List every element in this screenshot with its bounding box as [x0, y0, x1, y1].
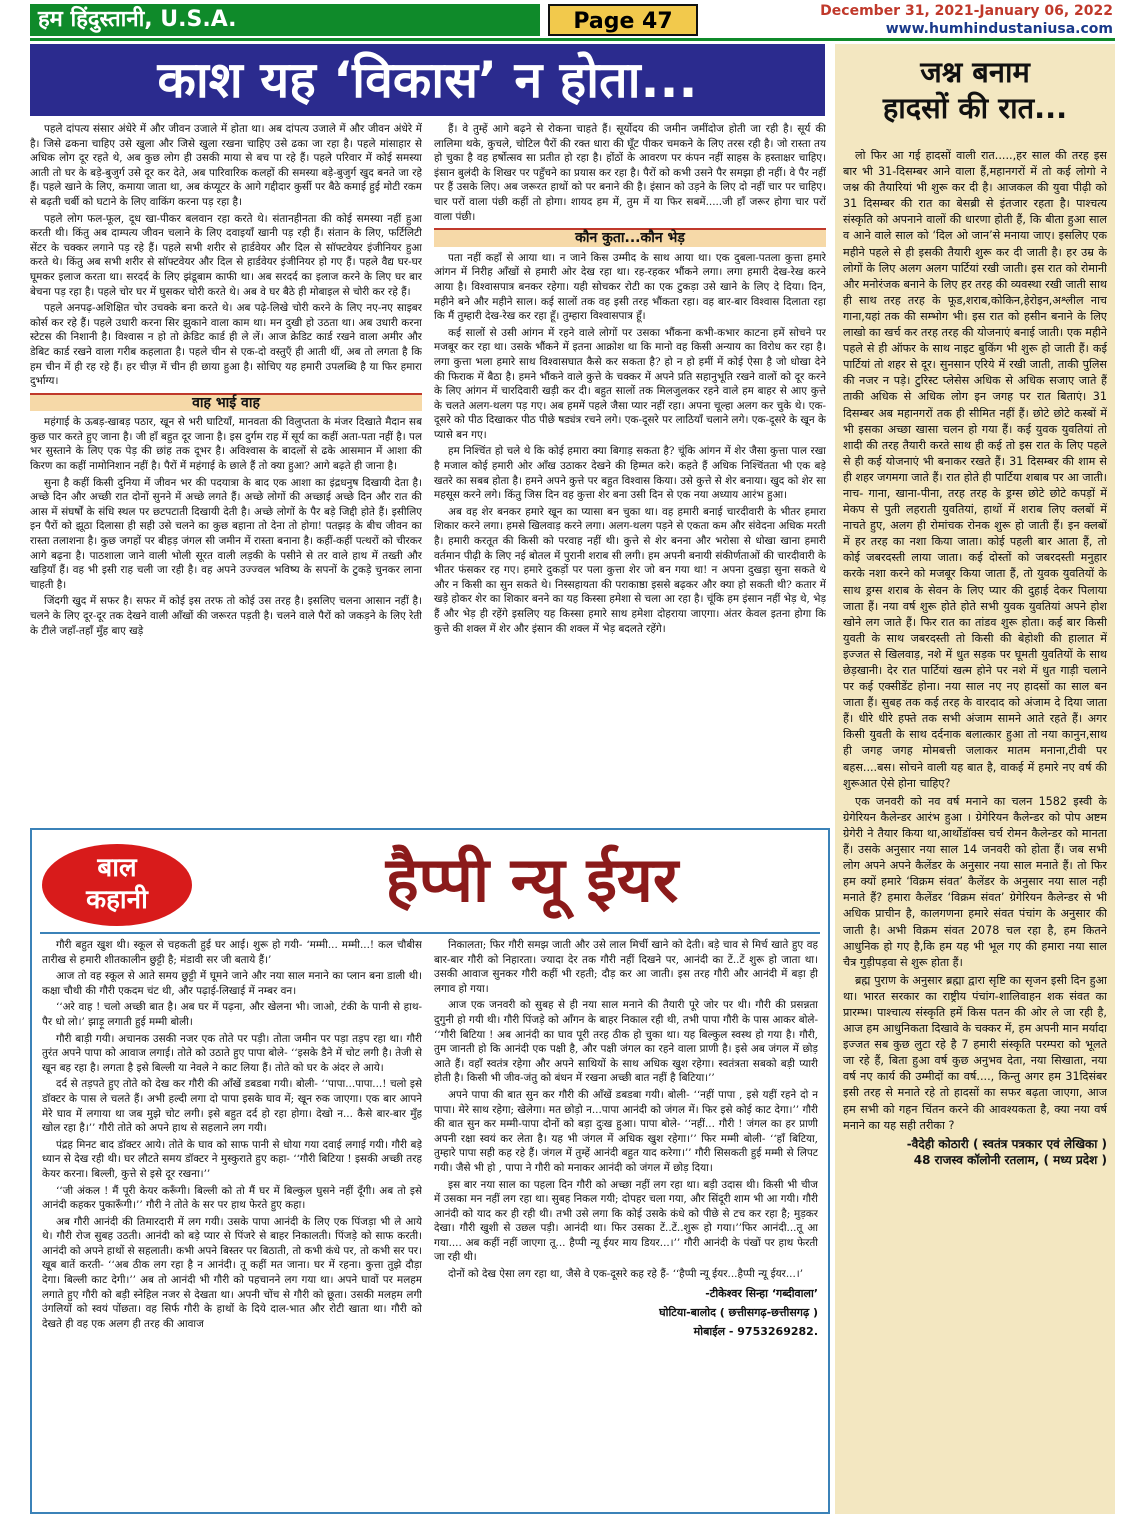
side-title-line1: जश्न बनाम [920, 55, 1030, 89]
main-col2-paragraphs [434, 122, 826, 224]
page-number: Page 47 [548, 4, 698, 36]
story-col2 [434, 938, 818, 1510]
paragraph: कई सालों से उसी आंगन में रहने वाले लोगों पर उसका भौंकना कभी-कभार काटना हमें सोचने पर मजबूर कर रहा था। उसके भौंकने में इतना आक्रोश था कि मानो वह किसी अन्याय का विरोध कर रहा है। लगा कुत्ता भला हमारे साथ विश्वासघात कैसे कर सकता है? हो न हो हमीं में कोई ऐसा है जो धोखा देने की फिराक में बैठा है। हमने भौंकने वाले कुत्ते के चक्कर में अपने प्रति सहानुभूति रखने वालों को दूर करने के लिए आंगन में चारदिवारी खड़ी कर दी। बहुत सालों तक मिलजुलकर रहने वाले हम बाहर से आए कुत्ते के चलते अलग-थलग पड़ गए। अब हममें पहले जैसा प्यार नहीं रहा। अपना चूल्हा अलग कर चुके थे। एक-दूसरे को पीठ दिखाकर पीठ पीछे षड्यंत्र रचने लगे। एक-दूसरे पर लाठियाँ चलाने लगे। एक-दूसरे के खून के प्यासे बन गए। [434, 326, 826, 441]
paragraph: एक जनवरी को नव वर्ष मनाने का चलन 1582 इस्वी के ग्रेगेरियन कैलेन्डर आरंभ हुआ । ग्रेगेरियन कैलेन्डर को पोप अष्टम ग्रेगेरी ने तैयार किया था,आर्थोडॉक्स चर्च रोमन कैलेन्डर को मानता हैं। उसके अनुसार नया साल 14 जनवरी को होता हैं। जब सभी लोग अपने अपने कैलेंडर के अनुसार नया साल मनाते हैं। तो फिर हम क्यों हमारे ‘विक्रम संवत’ कैलेंडर के अनुसार नया साल नही मनाते हैं? हमारा कैलेंडर ‘विक्रम संवत’ ग्रेगेरियन कैलेन्डर से भी अधिक प्राचीन है, कालगणना हमारे संवत पंचांग के अनुसार की जाती है। अभी विक्रम संवत 2078 चल रहा है, हम कितने आधुनिक हो गए है,कि हम यह भी भूल गए की हमारा नया साल चैत्र गुड़ीपड़वा से शुरू होता हैं। [843, 794, 1107, 969]
paragraph: निकालता; फिर गौरी समझ जाती और उसे लाल मिर्ची खाने को देती। बड़े चाव से मिर्च खाते हुए वह बार-बार गौरी को निहारता। ज्यादा देर तक गौरी नहीं दिखने पर, आनंदी का टें..टें शुरू हो जाता था। उसकी आवाज सुनकर गौरी कहीं भी रहती; दौड़ कर आ जाती। इस तरह गौरी और आनंदी में बड़ा ही लगाव हो गया। [434, 939, 818, 995]
story-box [30, 828, 830, 1514]
main-col2b-paragraphs [434, 251, 826, 636]
paragraph: हम निश्चिंत हो चले थे कि कोई हमारा क्या बिगाड़ सकता है? चूंकि आंगन में शेर जैसा कुत्ता पाल रखा है मजाल कोई हमारी ओर आँख उठाकर देखने की हिम्मत करे। कहते हैं अधिक निश्चिंतता भी एक बड़े खतरे का सबब होता है। हमने अपने कुत्ते पर बहुत विश्वास किया। उसे कुत्ते से शेर बनाया। खुद को शेर सा महसूस करने लगे। किंतु जिस दिन वह कुत्ता शेर बना उसी दिन से एक नया अध्याय आरंभ हुआ। [434, 445, 826, 502]
paragraph: हैं। वे तुम्हें आगे बढ़ने से रोकना चाहते हैं। सूर्योदय की जमीन जमींदोज होती जा रही है। सूर्य की लालिमा थके, कुचले, चोटिल पैरों की रक्त धारा की घूँट पीकर चमकने के लिए तरस रही है। जो रास्ता तय हो चुका है वह हर्षोत्सव सा प्रतीत हो रहा है। होंठों के आवरण पर कंपन नहीं साहस के हस्ताक्षर चाहिए। इंसान बुलंदी के शिखर पर पहुँचने का प्रयास कर रहा है। पैरों को कभी उसने पैर समझा ही नहीं। वे पैर नहीं पर हैं उसके लिए। अब जरूरत हाथों को पर बनाने की है। इंसान को उड़ने के लिए दो नहीं चार पर चाहिए। चार परों वाला पंछी कहीं तो होगा। शायद हम में, तुम में या फिर सबमें.....जी हाँ जरूर होगा चार परों वाला पंछी। [434, 123, 826, 223]
paragraph: महंगाई के ऊबड़-खाबड़ पठार, खून से भरी घाटियाँ, मानवता की विलुप्तता के मंजर दिखाते मैदान सब कुछ पार करते हुए जाना है। जी हाँ बहुत दूर जाना है। इस दुर्गम राह में सूर्य का कहीं अता-पता नहीं है। पल भर सुस्ताने के लिए एक पेड़ की छांह तक दूभर है। अविश्वास के बादलों से ढके आसमान में आशा की किरण का कहीं नामोनिशान नहीं है। पैरों में महंगाई के छाले हैं तो क्या हुआ? आगे बढ़ते ही जाना है। [30, 416, 422, 473]
paragraph: दर्द से तड़पते हुए तोते को देख कर गौरी की आँखें डबडबा गयी। बोली- ‘‘पापा...पापा...! चलो इसे डॉक्टर के पास ले चलते हैं। अभी हल्दी लगा दो पापा इसके घाव में; खून रुक जाएगा। एक बार आपने मेरे घाव में लगाया था जब मुझे चोट लगी। इसे बहुत दर्द हो रहा होगा। देखो न... कैसे बार-बार मुँह खोल रहा है।’’ गौरी तोते को अपने हाथ से सहलाने लग गयी। [42, 1078, 422, 1135]
main-col1-paragraphs [30, 122, 422, 389]
paragraph: सुना है कहीं किसी दुनिया में जीवन भर की पदयात्रा के बाद एक आशा का इंद्रधनुष दिखायी देता है। अच्छे दिन और अच्छी रात दोनों सुनने में अच्छे लगते हैं। अच्छे लोगों की अच्छाई अच्छे दिन और रात की आस में संघर्षों के संधि स्थल पर छटपटाती दिखायी देती है। अच्छे लोगों के पैर बड़े जिद्दी होते हैं। इसीलिए इन पैरों को झूठा दिलासा ही सही उसे चलने का कुछ बहाना तो देना तो होगा! पतझड़ के बीच जीवन का रास्ता तलाशना है। कुछ जगहों पर बीहड़ जंगल सी जमीन में रास्ता बनाना है। कहीं-कहीं पत्थरों को चीरकर आगे बढ़ना है। पाठशाला जाने वाली भोली सूरत वाली लड़की के पसीने से तर वाले हाथ में तख्ती और खड़ियाँ हैं। वह भी इसी राह चली जा रही है। वह अपने उज्ज्वल भविष्य के सपनों के टुकड़े चुनकर लाना चाहती है। [30, 476, 422, 591]
paragraph: आज तो वह स्कूल से आते समय छुट्टी में घूमने जाने और नया साल मनाने का प्लान बना डाली थी। कक्षा चौथी की गौरी एकदम चंट थी, और पढ़ाई-लिखाई में नम्बर वन। [42, 970, 422, 997]
subheading-wah-bhai-wah: वाह भाई वाह [30, 393, 422, 412]
paragraph: अब वह शेर बनकर हमारे खून का प्यासा बन चुका था। वह हमारी बनाई चारदीवारी के भीतर हमारा शिकार करने लगा। हमसे खिलवाड़ करने लगा। अलग-थलग पड़ने से एकता कम और संवेदना अधिक मरती है। हमारी करतूत की किसी को परवाह नहीं थी। कुत्ते से शेर बनना और भरोसा से धोखा खाना हमारी वर्तमान पीढ़ी के लिए नई बोतल में पुरानी शराब सी लगी। हम अपनी बनायी संकीर्णताओं की चारदीवारी के भीतर फंसकर रह गए। हमारे दुकड़ों पर पला कुत्ता शेर जो बन गया था! न अपना दुखड़ा सुना सकते थे और न किसी का सुन सकते थे। निस्सहायता की पराकाष्ठा इससे बढ़कर और क्या हो सकती थी? कतार में खड़े होकर शेर का शिकार बनने का यह किस्सा हमेशा से चला आ रहा है। चूंकि हम इंसान नहीं भेड़ थे, भेड़ हैं और भेड़ ही रहेंगे इसलिए यह किस्सा हमारे साथ हमेशा दोहराया जाएगा। अंतर केवल इतना होगा कि कुत्ते की शक्ल में शेर और इंसान की शक्ल में भेड़ बदलते रहेंगे। [434, 505, 826, 635]
header-rule [30, 38, 1115, 41]
badge-line1: बाल [97, 853, 137, 883]
paragraph: गौरी बाड़ी गयी। अचानक उसकी नजर एक तोते पर पड़ी। तोता जमीन पर पड़ा तड़प रहा था। गौरी तुरंत अपने पापा को आवाज लगाई। तोते को उठाते हुए पापा बोले- ‘‘इसके डैने में चोट लगी है। तेजी से खून बह रहा है। लगता है इसे बिल्ली या नेवले ने काट लिया हैं। तोते को घर के अंदर ले आये। [42, 1032, 422, 1074]
paragraph: इस बार नया साल का पहला दिन गौरी को अच्छा नहीं लग रहा था। बड़ी उदास थी। किसी भी चीज में उसका मन नहीं लग रहा था। सुबह निकल गयी; दोपहर चला गया, और सिंदूरी शाम भी आ गयी। गौरी आनंदी को याद कर ही रही थी। तभी उसे लगा कि कोई उसके कंधे को पीछे से टच कर रहा है; मुड़कर देखा। गौरी खुशी से उछल पड़ी। आनंदी था। फिर उसका टें..टें..शुरू हो गया।’’फिर आनंदी...तू आ गया.... अब कहीं नहीं जाएगा तू... हैप्पी न्यू ईयर माय डियर...।’’ गौरी आनंदी के पंखों पर हाथ फेरती जा रही थी। [434, 1178, 818, 1264]
bal-kahani-badge [42, 844, 192, 926]
paragraph: अपने पापा की बात सुन कर गौरी की आँखें डबडबा गयी। बोली- ‘‘नहीं पापा , इसे यहीं रहने दो न पापा। मेरे साथ रहेगा; खेलेगा। मत छोड़ो न...पापा आनंदी को जंगल में। फिर इसे कोई काट देगा।’’ गौरी की बात सुन कर मम्मी-पापा दोनों को बड़ा दुःख हुआ। पापा बोले- ‘‘नहीं... गौरी ! जंगल का हर प्राणी अपनी रक्षा स्वयं कर लेता है। यह भी जंगल में अधिक खुश रहेगा।’’ फिर मम्मी बोली- ‘‘हाँ बिटिया, तुम्हारे पापा सही कह रहे हैं। जंगल में तुम्हें आनंदी बहुत याद करेगा।’’ गौरी सिसकती हुई मम्मी से लिपट गयी। जैसे भी हो , पापा ने गौरी को मनाकर आनंदी को जंगल में छोड़ दिया। [434, 1088, 818, 1174]
subheading-kaun-kutta: कौन कुता...कौन भेड़ [434, 228, 826, 247]
paragraph: जिंदगी खुद में सफर है। सफर में कोई इस तरफ तो कोई उस तरह है। इसलिए चलना आसान नहीं है। चलने के लिए दूर-दूर तक देखने वाली आँखों की जरूरत पड़ती है। चलने वाले पैरों को जकड़ने के लिए रेती के टीले जहाँ-तहाँ मुँह बाए खड़े [30, 595, 422, 637]
main-article-col2 [434, 122, 826, 824]
newspaper-name: हम हिंदुस्तानी, U.S.A. [30, 4, 540, 36]
issue-date-block [820, 2, 1113, 38]
paragraph: पंद्रह मिनट बाद डॉक्टर आये। तोते के घाव को साफ पानी से धोया गया दवाई लगाई गयी। गौरी बड़े ध्यान से देख रही थी। घर लौटते समय डॉक्टर ने मुस्कुराते हुए कहा- ‘‘गौरी बिटिया ! इसकी अच्छी तरह केयर करना। बिल्ली, कुत्ते से इसे दूर रखना।’’ [42, 1138, 422, 1180]
story-title: हैप्पी न्यू ईयर [385, 843, 679, 916]
side-article [835, 44, 1115, 1514]
paragraph: ब्रह्म पुराण के अनुसार ब्रह्मा द्वारा सृष्टि का सृजन इसी दिन हुआ था। भारत सरकार का राष्ट्रीय पंचांग-शालिवाहन शक संवत का प्रारम्भ। पाश्चात्य संस्कृति हमें किस पतन की ओर ले जा रही है, आज हम आधुनिकता दिखावे के चक्कर में, हम अपनी मान मर्यादा इज्जत सब कुछ लुटा रहे है 7 हमारी संस्कृति परम्परा को भूलते जा रहे हैं, बिता हुआ वर्ष कुछ अनुभव देता, नया सिखाता, नया वर्ष नए कार्य की उम्मीदों का वर्ष...., किन्तु अगर हम 31दिसंबर इसी तरह से मनाते रहे तो हादसों का सफर बढ़ता जाएगा, आज हम सभी को गहन चिंतन करने की आवश्यकता है, क्या नया वर्ष मनाने का यह सही तरीका ? [843, 973, 1107, 1132]
paragraph: लो फिर आ गई हादसों वाली रात.....,हर साल की तरह इस बार भी 31-दिसम्बर आने वाला हैं,महानगरों में तो कई लोगो ने जश्न की तैयारियां भी शुरू कर दी है। आजकल की युवा पीढ़ी को 31 दिसम्बर की रात का बेसब्री से इंतजार रहता है। पाश्चत्य संस्कृति को अपनाने वालों की धारणा होती हैं, कि बीता हुआ साल व आने वाले साल को ‘दिल ओ जान’से मनाया जाए। इसलिए एक महीने पहले से ही इसकी तैयारी शुरू कर दी जाती है। हर उम्र के लोगों के लिए अलग अलग पार्टियां रखी जाती। इस रात को रोमानी और मनोरंजक बनाने के लिए हर तरह की व्यवस्था रखी जाती साथ ही साथ तरह तरह के फूड,शराब,कोकिन,हेरोइन,अश्लील नाच गाना,यहां तक की सम्भोग भी। इस रात को हसीन बनाने के लिए लाखो का खर्च कर तरह तरह की योजनाएं बनाई जाती। एक महीने पहले से ही ऑफर के साथ नाइट बुकिंग भी शुरू हो जाती हैं। कई पार्टियां तो शहर से दूर। सुनसान एरिये में रखी जाती, ताकी पुलिस की नजर न पड़े। टुरिस्ट प्लेसेस अधिक से अधिक सजाए जाते हैं ताकी अधिक से अधिक लोग इन जगह पर रात बिताएं। 31 दिसम्बर अब महानगरों तक ही सीमित नहीं हैं। छोटे छोटे कस्बों में भी इसका अच्छा खासा चलन हो गया हैं। कई युवक युवतियां तो शादी की तरह तैयारी करते साथ ही कई तो इस रात के लिए पहले से ही कई योजनाएं भी बनाकर रखते हैं। 31 दिसम्बर की शाम से ही शहर जगमगा जाते हैं। रात होते ही पार्टिया शबाब पर आ जाती। नाच- गाना, खाना-पीना, तरह तरह के ड्रग्स छोटे छोटे कपड़ों में मेकप से पुती लहराती युवतियां, हाथों में शराब लिए क्लबों में नाचते हुए, अलग ही रोमांचक रोनक शुरू हो जाती हैं। इन क्लबों में हर तरह का नशा किया जाता। कोई पहली बार आता हैं, तो कोई जबरदस्ती लाया जाता। कई दोस्तों को जबरदस्ती मनुहार करके नशा करने को मजबूर किया जाता हैं, तो युवक युवतियों के साथ ड्रग्स शराब के सेवन के लिए प्यार की दुहाई देकर पिलाया जाता हैं। नया वर्ष शुरू होते होते सभी युवक युवतियां अपने होश खोने लग जाते हैं। फिर रात का तांडव शुरू होता। कई बार किसी युवती के साथ जबरदस्ती तो किसी की बेहोशी की हालात में इज्जत से खिलवाड़, नशे में धुत सड़क पर घूमती युवतियों के साथ छेड़खानी। देर रात पार्टियां खत्म होने पर नशे में धुत गाड़ी चलाने पर कई एक्सीडेंट होना। नया साल नए नए हादसों का साल बन जाता हैं। सुबह तक कई तरह के वारदाद को अंजाम दे दिया जाता हैं। धीरे धीरे हफ्ते तक सभी अंजाम सामने आते रहते हैं। अगर किसी युवती के साथ दर्दनाक बलात्कार हुआ तो नया कानुन,साथ ही जगह जगह मोमबत्ती जलाकर मातम मनाना,टीवी पर बहस....बस। सोचने वाली यह बात है, वाकई में हमारे नए वर्ष की शुरूआत ऐसे होना चाहिए? [843, 149, 1107, 790]
paragraph: ‘‘जी अंकल ! मैं पूरी केयर करूँगी। बिल्ली को तो मैं घर में बिल्कुल घुसने नहीं दूँगी। अब तो इसे आनंदी कहकर पुकारूँगी।’’ गौरी ने तोते के सर पर हाथ फेरते हुए कहा। [42, 1184, 422, 1212]
story-author-mobile: मोबाईल - 9753269282. [693, 1324, 818, 1338]
paragraph: पहले दांपत्य संसार अंधेरे में और जीवन उजाले में होता था। अब दांपत्य उजाले में और जीवन अंधेरे में है। जिसे ढकना चाहिए उसे खुला और जिसे खुला रखना चाहिए उसे ढका जा रहा है। पहले मांसाहार से अधिक लोग दूर रहते थे, अब कुछ लोग ही उसकी माया से बच पा रहे हैं। पहले परिवार में कोई समस्या आती तो घर के बड़े-बुजुर्ग उसे दूर कर देते, अब पारिवारिक कलहों की समस्या बड़े-बुजुर्ग खुद बनते जा रहे हैं। पहले खाने के लिए, कमाया जाता था, अब कंप्यूटर के आगे गद्दीदार कुर्सी पर बैठे कमाई हुई मोटी रकम से बढ़ती चर्बी को घटाने के लिए वाकिंग करना पड़ रहा है। [30, 123, 422, 208]
story-col1 [42, 938, 422, 1510]
side-article-title [835, 54, 1115, 126]
paragraph: पता नहीं कहाँ से आया था। न जाने किस उम्मीद के साथ आया था। एक दुबला-पतला कुत्ता हमारे आंगन में निरीह आँखों से हमारी ओर देख रहा था। रह-रहकर भौंकने लगा। लगा हमारी देख-रेख करने आया है। विश्वासपात्र बनकर रहेगा। यही सोचकर रोटी का एक टुकड़ा उसे खाने के लिए दे दिया। दिन, महीने बने और महीने साल। कई सालों तक वह इसी तरह भौंकता रहा। वह बार-बार विश्वास दिलाता रहा कि मैं तुम्हारी देख-रेख कर रहा हूँ। तुम्हारा विश्वासपात्र हूँ। [434, 251, 826, 323]
main-col1b-paragraphs [30, 415, 422, 638]
story-divider [40, 932, 820, 934]
main-headline: काश यह ‘विकास’ न होता... [30, 44, 825, 116]
side-byline-address: 48 राजस्व कॉलोनी रतलाम, ( मध्य प्रदेश ) [913, 1152, 1107, 1167]
paragraph: गौरी बहुत खुश थी। स्कूल से चहकती हुई घर आई। शुरू हो गयी- ‘मम्मी... मम्मी...! कल चौबीस तारीख से हमारी शीतकालीन छुट्टी है; मंडावी सर जी बताये हैं।’ [42, 939, 422, 966]
issue-date: December 31, 2021-January 06, 2022 [820, 3, 1113, 19]
side-title-line2: हादसों की रात... [882, 91, 1068, 125]
story-author-place: घोटिया-बालोद ( छत्तीसगढ़-छत्तीसगढ़ ) [659, 1305, 818, 1319]
paragraph: ‘‘अरे वाह ! चलो अच्छी बात है। अब घर में पढ़ना, और खेलना भी। जाओ, टंकी के पानी से हाथ-पैर धो लो।’ झाड़ू लगाती हुई मम्मी बोली। [42, 1001, 422, 1028]
side-byline-name: -वैदेही कोठारी ( स्वतंत्र पत्रकार एवं लेखिका ) [906, 1136, 1107, 1151]
story-author-name: -टीकेश्वर सिन्हा ‘गब्दीवाला’ [705, 1286, 818, 1300]
paragraph: पहले अनपढ़-अशिक्षित चोर उचक्के बना करते थे। अब पढ़े-लिखे चोरी करने के लिए नए-नए साइबर कोर्स कर रहे हैं। पहले उधारी करना सिर झुकाने वाला काम था। मन दुखी हो उठता था। अब उधारी करना स्टेटस की निशानी है। विश्वास न हो तो क्रेडिट कार्ड ही ले लें। आज क्रेडिट कार्ड रखने वाला अमीर और डेबिट कार्ड रखने वाला गरीब कहलाता है। पहले चीन से एक-दो वस्तुएँ ही आती थीं, अब तो लगता है कि हम चीन में ही रह रहे हैं। हर चीज़ में चीन ही छाया हुआ है। सोचिए यह हमारी उपलब्धि है या फिर हमारा दुर्भाग्य। [30, 302, 422, 388]
side-article-paragraphs [843, 148, 1107, 1134]
paragraph: पहले लोग फल-फूल, दूध खा-पीकर बलवान रहा करते थे। संतानहीनता की कोई समस्या नहीं हुआ करती थी। किंतु अब दाम्पत्य जीवन चलाने के लिए दवाइयाँ खानी पड़ रही हैं। संतान के लिए, फर्टिलिटी सेंटर के चक्कर लगाने पड़ रहे हैं। पहले सभी शरीर से हार्डवेयर और दिल से सॉफ्टवेयर इंजीनियर हुआ करते थे। किंतु अब सभी शरीर से सॉफ्टवेयर और दिल से हार्डवेयर इंजीनियर हो गए हैं। पहले वैद्य घर-घर घूमकर इलाज करता था। सरदर्द के लिए झंडूबाम काफी था। अब सरदर्द का इलाज करने के लिए घर बार बेचना पड़ रहा है। पहले चोर घर में घुसकर चोरी करते थे। अब वे घर बैठे ही मोबाइल से चोरी कर रहे हैं। [30, 212, 422, 298]
paragraph: दोनों को देख ऐसा लग रहा था, जैसे वे एक-दूसरे कह रहे हैं- ‘‘हैप्पी न्यू ईयर...हैप्पी न्यू ईयर...।’ [448, 1268, 804, 1281]
side-article-body [843, 148, 1107, 1508]
website-url: www.humhindustaniusa.com [885, 21, 1113, 37]
story-col1-paragraphs [42, 938, 422, 1331]
paragraph: अब गौरी आनंदी की तिमारदारी में लग गयी। उसके पापा आनंदी के लिए एक पिंजड़ा भी ले आये थे। गौरी रोज सुबह उठती। आनंदी को बड़े प्यार से पिंजरे से बाहर निकालती। पिंजड़े को साफ करती। आनंदी को अपने हाथों से सहलाती। कभी अपने बिस्तर पर बिठाती, तो कभी कंधे पर, तो कभी सर पर। खूब बातें करती- ‘‘अब ठीक लग रहा है न आनंदी। तू कहीं मत जाना। घर में रहना। कुत्ता तुझे दौड़ा देगा। बिल्ली काट देगी।’’ अब तो आनंदी भी गौरी को पहचानने लग गया था। अपने घावों पर मलहम लगाते हुए गौरी को बड़ी स्नेहिल नजर से देखता था। अपनी चोंच से गौरी को छूता। उसकी मलहम लगी उंगलियों को स्वयं पोंछता। वह सिर्फ गौरी के हाथों के दिये दाल-भात और रोटी खाता था। गौरी को देखते ही वह एक अलग ही तरह की आवाज [42, 1215, 422, 1330]
badge-line2: कहानी [86, 885, 148, 915]
paragraph: आज एक जनवरी को सुबह से ही नया साल मनाने की तैयारी पूरे जोर पर थी। गौरी की प्रसन्नता दुगुनी हो गयी थी। गौरी पिंजड़े को आँगन के बाहर निकाल रही थी, तभी पापा गौरी के पास आकर बोले- ‘‘गौरी बिटिया ! अब आनंदी का घाव पूरी तरह ठीक हो चुका था। यह बिल्कुल स्वस्थ हो गया है। गौरी, तुम जानती हो कि आनंदी एक पक्षी है, और पक्षी जंगल का रहने वाला प्राणी है। इसे अब जंगल में छोड़ आते हैं। वहाँ स्वतंत्र रहेगा और अपने साथियों के साथ अधिक खुश रहेगा। स्वतंत्रता सबको बड़ी प्यारी होती है। किसी भी जीव-जंतु को बंधन में रखना अच्छी बात नहीं है बिटिया।’’ [434, 999, 818, 1085]
story-col2-paragraphs [434, 938, 818, 1282]
main-article-col1 [30, 122, 422, 824]
